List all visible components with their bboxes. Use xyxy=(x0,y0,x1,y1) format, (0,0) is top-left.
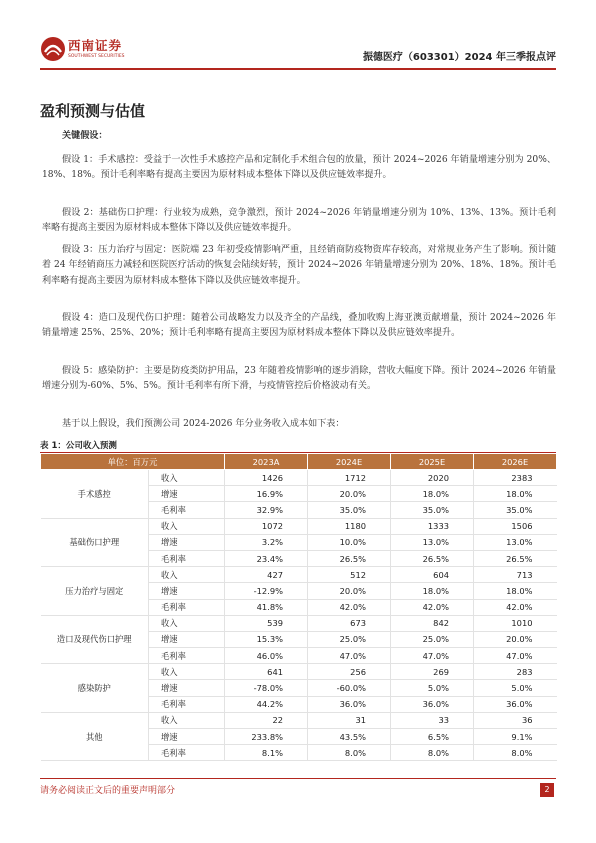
company-logo xyxy=(40,34,136,64)
metric-cell: 增速 xyxy=(149,486,225,502)
value-cell: 8.0% xyxy=(308,745,391,761)
value-cell: 8.1% xyxy=(225,745,308,761)
value-cell: 35.0% xyxy=(391,502,474,518)
value-cell: 269 xyxy=(391,664,474,680)
value-cell: 23.4% xyxy=(225,550,308,566)
value-cell: 43.5% xyxy=(308,729,391,745)
segment-name-cell: 其他 xyxy=(41,712,149,761)
year-header: 2024E xyxy=(308,454,391,470)
metric-cell: 毛利率 xyxy=(149,696,225,712)
value-cell: 1426 xyxy=(225,470,308,486)
value-cell: 8.0% xyxy=(391,745,474,761)
header-divider xyxy=(40,68,556,70)
metric-cell: 毛利率 xyxy=(149,745,225,761)
value-cell: 25.0% xyxy=(308,631,391,647)
logo-chinese-text: 西南证券 xyxy=(68,38,123,53)
value-cell: 36.0% xyxy=(308,696,391,712)
value-cell: 42.0% xyxy=(308,599,391,615)
value-cell: 16.9% xyxy=(225,486,308,502)
page-number: 2 xyxy=(540,783,554,797)
value-cell: 10.0% xyxy=(308,534,391,550)
value-cell: 1180 xyxy=(308,518,391,534)
value-cell: 42.0% xyxy=(391,599,474,615)
value-cell: 36 xyxy=(474,712,557,728)
segment-name-cell: 手术感控 xyxy=(41,470,149,519)
segment-name-cell: 感染防护 xyxy=(41,664,149,713)
value-cell: 1010 xyxy=(474,615,557,631)
value-cell: 42.0% xyxy=(474,599,557,615)
table-row xyxy=(41,518,557,534)
value-cell: 8.0% xyxy=(474,745,557,761)
unit-header: 单位：百万元 xyxy=(41,454,225,470)
table-row xyxy=(41,712,557,728)
metric-cell: 收入 xyxy=(149,567,225,583)
section-title: 盈利预测与估值 xyxy=(40,102,146,120)
metric-cell: 增速 xyxy=(149,729,225,745)
metric-cell: 增速 xyxy=(149,680,225,696)
value-cell: 20.0% xyxy=(474,631,557,647)
table-header-row xyxy=(41,454,557,470)
assumption-paragraph-5: 假设 5：感染防护：主要是防疫类防护用品，23 年随着疫情影响的逐步消除，营收大幅度下降。预计 2024~2026 年销量增速分别为-60%、5%、5%。预计毛利率有所下滑，与疫情管控后价格波动有关。 xyxy=(42,366,556,392)
footer-disclaimer: 请务必阅读正文后的重要声明部分 xyxy=(40,786,176,796)
table-body xyxy=(41,470,557,761)
value-cell: 47.0% xyxy=(391,648,474,664)
value-cell: 233.8% xyxy=(225,729,308,745)
metric-cell: 毛利率 xyxy=(149,502,225,518)
metric-cell: 增速 xyxy=(149,631,225,647)
report-title: 振德医疗（603301）2024 年三季报点评 xyxy=(362,52,556,63)
revenue-forecast-table xyxy=(40,453,557,761)
value-cell: 9.1% xyxy=(474,729,557,745)
value-cell: 26.5% xyxy=(391,550,474,566)
metric-cell: 收入 xyxy=(149,712,225,728)
value-cell: 46.0% xyxy=(225,648,308,664)
logo-icon xyxy=(40,36,66,62)
table-caption: 表 1：公司收入预测 xyxy=(40,441,117,451)
value-cell: 641 xyxy=(225,664,308,680)
value-cell: 13.0% xyxy=(474,534,557,550)
assumption-paragraph-3: 假设 3：压力治疗与固定：医院端 23 年初受疫情影响严重，且经销商防疫物资库存较高，对常规业务产生了影响。预计随着 24 年经销商压力减轻和医院医疗活动的恢复会陆续好转，预计 2024~2026 年销量增速分别为 20%、18%、18%。预计毛利率略有提高主要因为原材料成本整体下降以及供应链效率提升。 xyxy=(42,245,556,286)
value-cell: 31 xyxy=(308,712,391,728)
value-cell: 713 xyxy=(474,567,557,583)
table-row xyxy=(41,664,557,680)
segment-name-cell: 压力治疗与固定 xyxy=(41,567,149,616)
logo-english-text: SOUTHWEST SECURITIES xyxy=(68,54,125,59)
value-cell: 604 xyxy=(391,567,474,583)
value-cell: 35.0% xyxy=(308,502,391,518)
table-row xyxy=(41,615,557,631)
table-row xyxy=(41,567,557,583)
value-cell: 427 xyxy=(225,567,308,583)
value-cell: 256 xyxy=(308,664,391,680)
value-cell: 26.5% xyxy=(474,550,557,566)
value-cell: 33 xyxy=(391,712,474,728)
value-cell: 5.0% xyxy=(474,680,557,696)
footer-divider xyxy=(40,778,556,779)
table-row xyxy=(41,470,557,486)
value-cell: 18.0% xyxy=(391,583,474,599)
assumption-paragraph-1: 假设 1：手术感控：受益于一次性手术感控产品和定制化手术组合包的放量，预计 2024~2026 年销量增速分别为 20%、18%、18%。预计毛利率略有提高主要因为原材料成本整体下降以及供应链效率提升。 xyxy=(42,155,556,181)
value-cell: 283 xyxy=(474,664,557,680)
key-assumptions-label: 关键假设： xyxy=(62,130,108,141)
segment-name-cell: 造口及现代伤口护理 xyxy=(41,615,149,664)
value-cell: 1506 xyxy=(474,518,557,534)
value-cell: 20.0% xyxy=(308,583,391,599)
value-cell: 539 xyxy=(225,615,308,631)
metric-cell: 增速 xyxy=(149,583,225,599)
metric-cell: 收入 xyxy=(149,615,225,631)
value-cell: 512 xyxy=(308,567,391,583)
value-cell: 47.0% xyxy=(308,648,391,664)
assumption-paragraph-4: 假设 4：造口及现代伤口护理：随着公司战略发力以及齐全的产品线，叠加收购上海亚澳贡献增量，预计 2024~2026 年销量增速 25%、25%、20%；预计毛利率略有提高主要因为原材料成本整体下降以及供应链效率提升。 xyxy=(42,313,556,339)
value-cell: 47.0% xyxy=(474,648,557,664)
value-cell: 13.0% xyxy=(391,534,474,550)
year-header: 2023A xyxy=(225,454,308,470)
year-header: 2026E xyxy=(474,454,557,470)
metric-cell: 收入 xyxy=(149,518,225,534)
value-cell: 842 xyxy=(391,615,474,631)
value-cell: 25.0% xyxy=(391,631,474,647)
page-header xyxy=(0,0,596,80)
assumption-paragraph-2: 假设 2：基础伤口护理：行业较为成熟，竞争激烈，预计 2024~2026 年销量增速分别为 10%、13%、13%。预计毛利率略有提高主要因为原材料成本整体下降以及供应链效率提升。 xyxy=(42,208,556,234)
value-cell: 1333 xyxy=(391,518,474,534)
value-cell: 22 xyxy=(225,712,308,728)
metric-cell: 收入 xyxy=(149,664,225,680)
value-cell: 15.3% xyxy=(225,631,308,647)
value-cell: 36.0% xyxy=(474,696,557,712)
value-cell: 6.5% xyxy=(391,729,474,745)
segment-name-cell: 基础伤口护理 xyxy=(41,518,149,567)
value-cell: -12.9% xyxy=(225,583,308,599)
value-cell: 18.0% xyxy=(391,486,474,502)
metric-cell: 毛利率 xyxy=(149,599,225,615)
value-cell: 26.5% xyxy=(308,550,391,566)
value-cell: 2020 xyxy=(391,470,474,486)
value-cell: -60.0% xyxy=(308,680,391,696)
value-cell: 3.2% xyxy=(225,534,308,550)
metric-cell: 收入 xyxy=(149,470,225,486)
value-cell: 2383 xyxy=(474,470,557,486)
value-cell: 1072 xyxy=(225,518,308,534)
year-header: 2025E xyxy=(391,454,474,470)
value-cell: 1712 xyxy=(308,470,391,486)
value-cell: 41.8% xyxy=(225,599,308,615)
metric-cell: 增速 xyxy=(149,534,225,550)
summary-paragraph: 基于以上假设，我们预测公司 2024-2026 年分业务收入成本如下表： xyxy=(62,419,345,429)
value-cell: 36.0% xyxy=(391,696,474,712)
metric-cell: 毛利率 xyxy=(149,550,225,566)
value-cell: 18.0% xyxy=(474,583,557,599)
value-cell: 673 xyxy=(308,615,391,631)
value-cell: -78.0% xyxy=(225,680,308,696)
value-cell: 35.0% xyxy=(474,502,557,518)
value-cell: 5.0% xyxy=(391,680,474,696)
value-cell: 18.0% xyxy=(474,486,557,502)
value-cell: 44.2% xyxy=(225,696,308,712)
metric-cell: 毛利率 xyxy=(149,648,225,664)
value-cell: 32.9% xyxy=(225,502,308,518)
value-cell: 20.0% xyxy=(308,486,391,502)
